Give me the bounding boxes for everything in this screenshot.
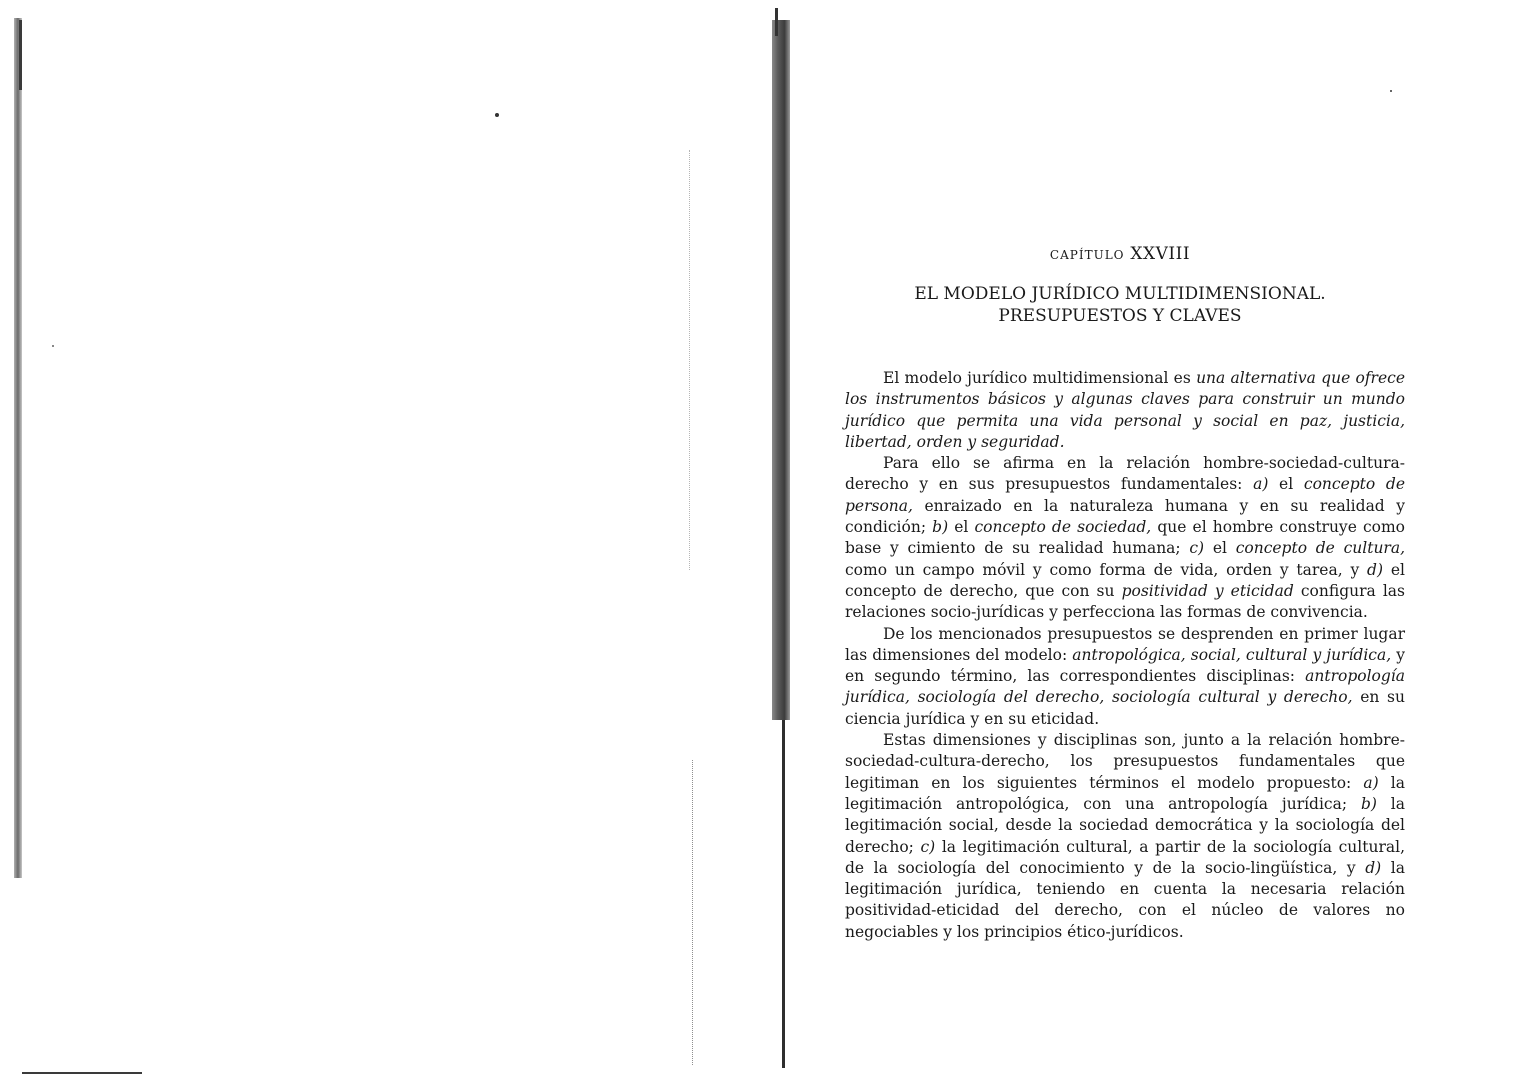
italic-text-run: antropología jurídica, sociología del derecho, sociología cultural y derecho, bbox=[845, 667, 1405, 707]
text-run: El modelo jurídico multidimensional es bbox=[883, 369, 1197, 387]
italic-text-run: concepto de cultura, bbox=[1235, 539, 1405, 558]
book-spine-shadow bbox=[772, 20, 790, 720]
text-run: el concepto de derecho, que con su bbox=[845, 560, 1405, 600]
chapter-label-word: CAPÍTULO bbox=[1049, 248, 1125, 262]
italic-text-run: a) bbox=[1253, 475, 1269, 494]
text-run: en su ciencia jurídica y en su eticidad. bbox=[845, 688, 1405, 728]
spine-top-mark bbox=[775, 8, 778, 36]
left-page-edge-dark bbox=[19, 20, 22, 90]
text-run: la legitimación social, desde la sociedad democrática y la sociología del derecho; bbox=[845, 794, 1405, 856]
text-run: la legitimación jurídica, teniendo en cuenta la necesaria relación positividad-eticidad del derecho, con el núcleo de valores no negociables y los principios ético-jurídicos. bbox=[845, 858, 1405, 941]
scan-speck bbox=[52, 345, 54, 347]
italic-text-run: una alternativa que ofrece los instrumentos básicos y algunas claves para construir un mundo jurídico que permita una vida personal y social en paz, justicia, libertad, orden y seguridad. bbox=[845, 369, 1405, 451]
chapter-title-line-1: EL MODELO JURÍDICO MULTIDIMENSIONAL. bbox=[914, 284, 1326, 304]
text-run: configura las relaciones socio-jurídicas y perfecciona las formas de convivencia. bbox=[845, 581, 1405, 622]
chapter-label bbox=[830, 244, 1410, 264]
italic-text-run: c) bbox=[920, 837, 936, 856]
book-spine-line bbox=[782, 720, 785, 1068]
italic-text-run: positividad y eticidad bbox=[1121, 581, 1294, 600]
italic-text-run: d) bbox=[1365, 858, 1382, 877]
text-run: el bbox=[1268, 475, 1304, 494]
italic-text-run: antropológica, social, cultural y jurídica, bbox=[1072, 645, 1392, 664]
text-run: que el hombre construye como base y cimiento de su realidad humana; bbox=[845, 518, 1406, 558]
text-run: enraizado en la naturaleza humana y en su realidad y condición; bbox=[845, 496, 1405, 537]
italic-text-run: concepto de sociedad, bbox=[974, 518, 1152, 537]
italic-text-run: b) bbox=[932, 518, 949, 537]
text-run: el bbox=[948, 518, 975, 537]
text-run: Para ello se afirma en la relación hombre-sociedad-cultura-derecho y en sus presupuestos fundamentales: bbox=[845, 454, 1405, 494]
text-run: la legitimación cultural, a partir de la sociología cultural, de la sociología del conocimiento y de la socio-lingüística, y bbox=[845, 837, 1405, 877]
text-run: De los mencionados presupuestos se desprenden en primer lugar las dimensiones del modelo: bbox=[845, 624, 1405, 664]
scan-speck bbox=[1390, 90, 1392, 92]
chapter-number: XXVIII bbox=[1130, 244, 1191, 264]
text-run: Estas dimensiones y disciplinas son, junto a la relación hombre-sociedad-cultura-derecho, los presupuestos fundamentales que legitiman en los siguientes términos el modelo propuesto: bbox=[845, 731, 1405, 792]
italic-text-run: concepto de persona, bbox=[845, 475, 1406, 515]
body-paragraph bbox=[845, 624, 1405, 730]
body-paragraph bbox=[845, 453, 1405, 623]
italic-text-run: d) bbox=[1367, 560, 1384, 579]
body-paragraph bbox=[845, 368, 1405, 453]
scan-speck bbox=[495, 113, 499, 117]
chapter-title bbox=[830, 283, 1410, 327]
body-paragraph bbox=[845, 730, 1405, 943]
chapter-title-line-2: PRESUPUESTOS Y CLAVES bbox=[998, 306, 1242, 326]
italic-text-run: c) bbox=[1189, 539, 1205, 558]
left-page-edge-shadow bbox=[14, 18, 22, 878]
gutter-dotted-line bbox=[692, 760, 693, 1065]
text-run: y en segundo término, las correspondientes disciplinas: bbox=[845, 645, 1406, 686]
chapter-body-text bbox=[845, 368, 1405, 943]
italic-text-run: b) bbox=[1360, 794, 1377, 813]
text-run: el bbox=[1204, 539, 1236, 558]
gutter-dotted-line bbox=[689, 150, 690, 570]
left-page-bottom-rule bbox=[22, 1072, 142, 1074]
italic-text-run: a) bbox=[1363, 773, 1379, 792]
text-run: la legitimación antropológica, con una antropología jurídica; bbox=[845, 773, 1405, 813]
text-run: como un campo móvil y como forma de vida, orden y tarea, y bbox=[845, 560, 1368, 579]
